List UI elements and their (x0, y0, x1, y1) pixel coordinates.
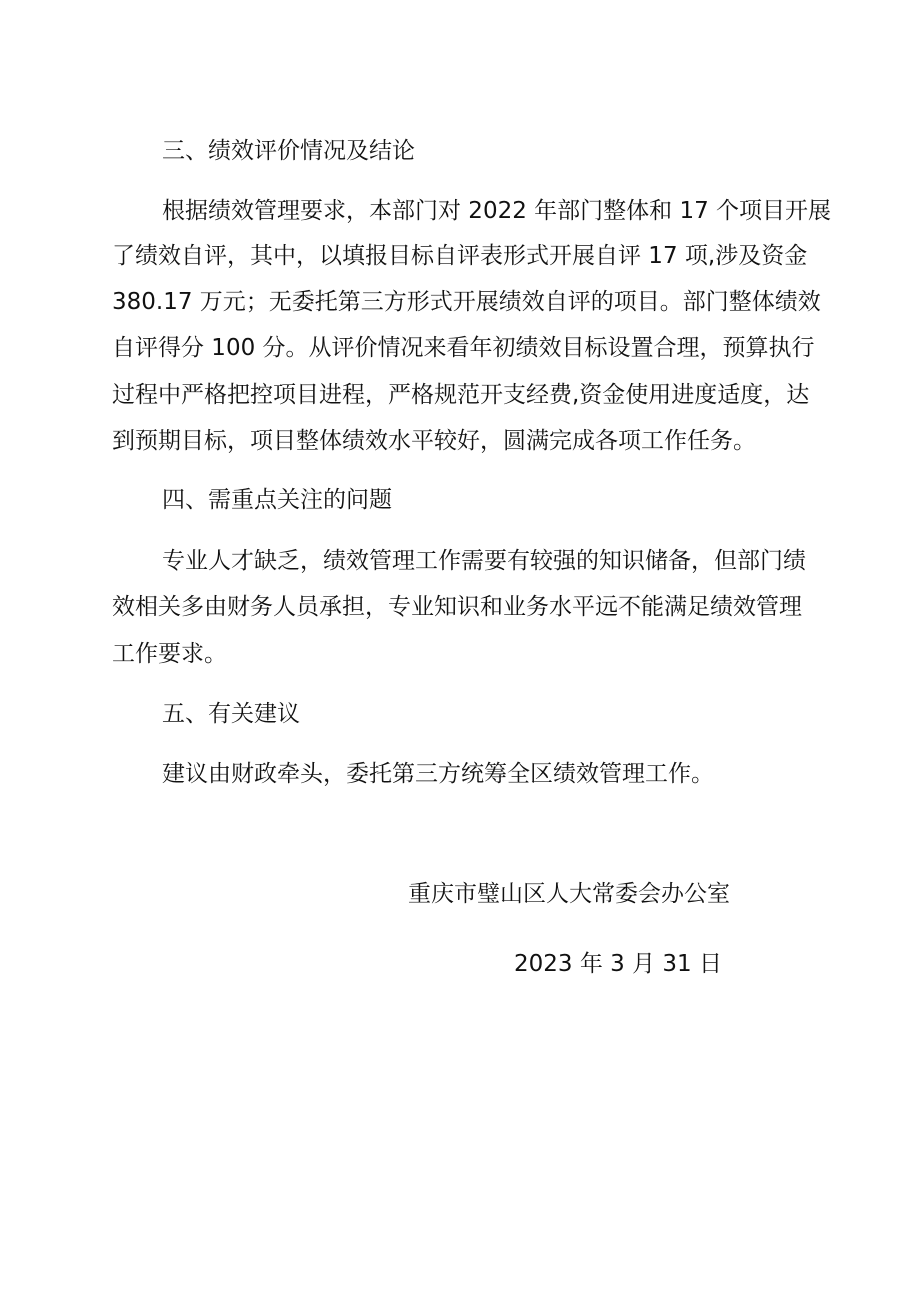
section5-heading: 五、有关建议 (162, 701, 300, 727)
signature-date: 2023 年 3 月 31 日 (514, 951, 722, 977)
section4-heading: 四、需重点关注的问题 (162, 487, 392, 513)
section3-line-3: 380.17 万元；无委托第三方形式开展绩效自评的项目。部门整体绩效 (112, 289, 821, 315)
section3-line-2: 了绩效自评，其中，以填报目标自评表形式开展自评 17 项,涉及资金 (112, 243, 808, 269)
section3-heading: 三、绩效评价情况及结论 (162, 138, 415, 164)
section4-line-1: 专业人才缺乏，绩效管理工作需要有较强的知识储备，但部门绩 (162, 548, 806, 574)
section4-line-3: 工作要求。 (112, 641, 227, 667)
section3-line-5: 过程中严格把控项目进程，严格规范开支经费,资金使用进度适度，达 (112, 382, 810, 408)
section3-line-4: 自评得分 100 分。从评价情况来看年初绩效目标设置合理，预算执行 (112, 335, 815, 361)
section4-line-2: 效相关多由财务人员承担，专业知识和业务水平远不能满足绩效管理 (112, 594, 802, 620)
section3-line-1: 根据绩效管理要求，本部门对 2022 年部门整体和 17 个项目开展 (162, 198, 832, 224)
signature-organization: 重庆市璧山区人大常委会办公室 (408, 881, 730, 907)
section3-line-6: 到预期目标，项目整体绩效水平较好，圆满完成各项工作任务。 (112, 428, 756, 454)
section5-line-1: 建议由财政牵头，委托第三方统筹全区绩效管理工作。 (162, 761, 714, 787)
